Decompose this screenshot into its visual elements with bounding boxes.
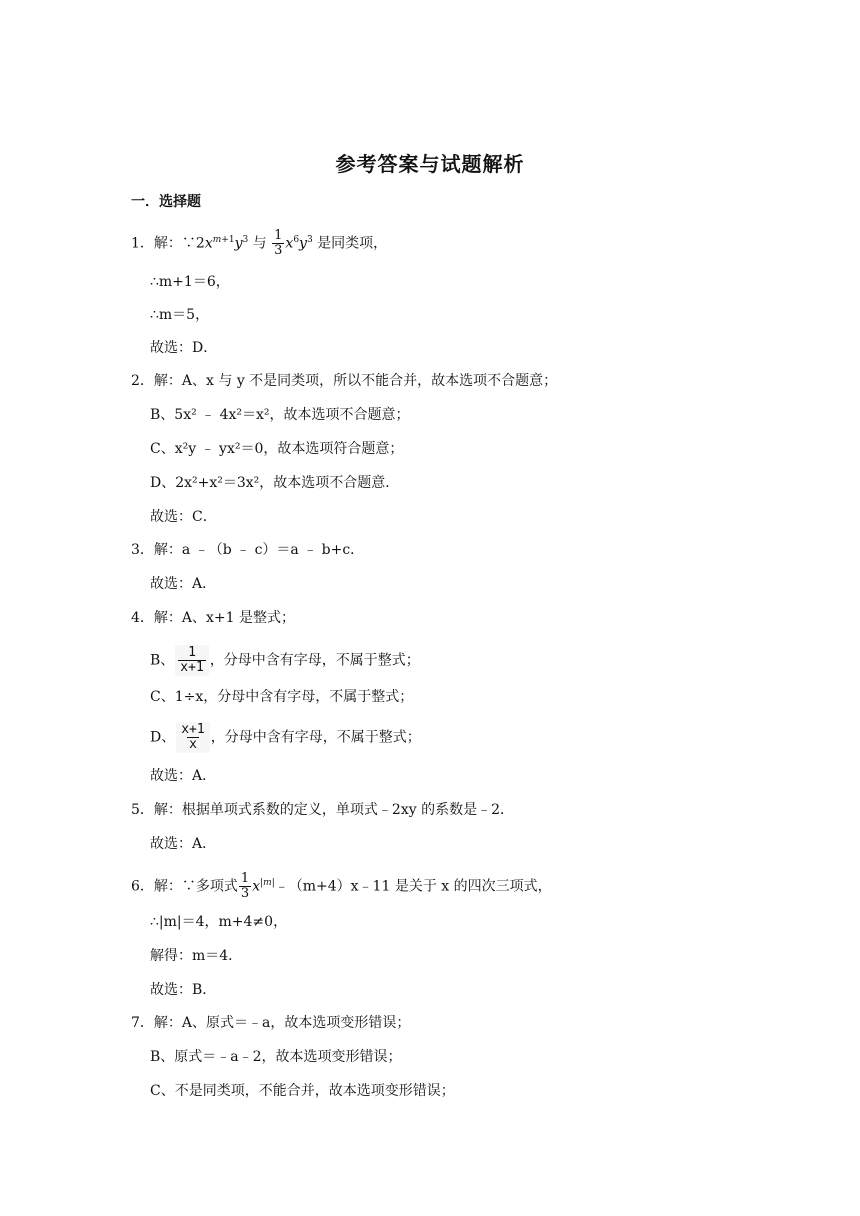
q4-line-2: B、 $\frac{1}{x+1}$ ，分母中含有字母，不属于整式； [150, 645, 420, 675]
q3-answer: 故选：A． [150, 576, 217, 592]
q2-line-2: B、5x² ﹣ 4x²＝x²，故本选项不合题意； [150, 407, 410, 423]
q6-answer: 故选：B． [150, 982, 217, 998]
fraction-image-b: $\frac{1}{x+1}$ [175, 645, 208, 676]
q2-line-1: 2．解：A、x 与 y 不是同类项，所以不能合并，故本选项不合题意； [131, 373, 558, 389]
section-heading: 一．选择题 [131, 194, 201, 210]
fraction-one-third-q6: $\frac{1}{3}$ [240, 871, 250, 901]
q5-line-1: 5．解：根据单项式系数的定义，单项式﹣2xy 的系数是﹣2． [131, 802, 514, 818]
q3-line-1: 3．解：a ﹣（b ﹣ c）＝a ﹣ b+c． [131, 542, 365, 558]
page-title: 参考答案与试题解析 [335, 152, 525, 176]
q1-line-2: ∴m+1＝6， [150, 274, 230, 290]
q1-line-1: 1．解：$\because 2x^{m+1}y^3$ 与 $\frac{1}{3}$ $x^6y^3$ 是同类项， [131, 228, 388, 258]
q2-line-4: D、2x²+x²＝3x²，故本选项不合题意． [150, 475, 400, 491]
q4-line-4: D、 $\frac{x+1}{x}$ ，分母中含有字母，不属于整式； [150, 722, 421, 752]
q7-line-3: C、不是同类项，不能合并，故本选项变形错误； [150, 1083, 455, 1099]
q4-line-3: C、1÷x，分母中含有字母，不属于整式； [150, 689, 414, 705]
fraction-image-d: $\frac{x+1}{x}$ [176, 722, 209, 753]
q2-answer: 故选：C． [150, 509, 217, 525]
q7-line-2: B、原式＝﹣a﹣2，故本选项变形错误； [150, 1049, 402, 1065]
q1-line-3: ∴m＝5， [150, 307, 210, 323]
q6-line-2: ∴|m|＝4，m+4≠0， [150, 914, 288, 930]
fraction-one-third: $\frac{1}{3}$ [274, 228, 283, 258]
q4-answer: 故选：A． [150, 768, 217, 784]
q4-line-1: 4．解：A、x+1 是整式； [131, 610, 296, 626]
q6-line-1: 6．解：∵多项式 $\frac{1}{3}$ $x^{|m|}﹣(m+4)x﹣11$ 是关于 x 的四次三项式， [131, 871, 552, 901]
q7-line-1: 7．解：A、原式＝﹣a，故本选项变形错误； [131, 1015, 411, 1031]
q2-line-3: C、x²y ﹣ yx²＝0，故本选项符合题意； [150, 441, 404, 457]
q6-line-3: 解得：m＝4． [150, 948, 243, 964]
q5-answer: 故选：A． [150, 836, 217, 852]
q1-answer: 故选：D． [150, 340, 218, 356]
